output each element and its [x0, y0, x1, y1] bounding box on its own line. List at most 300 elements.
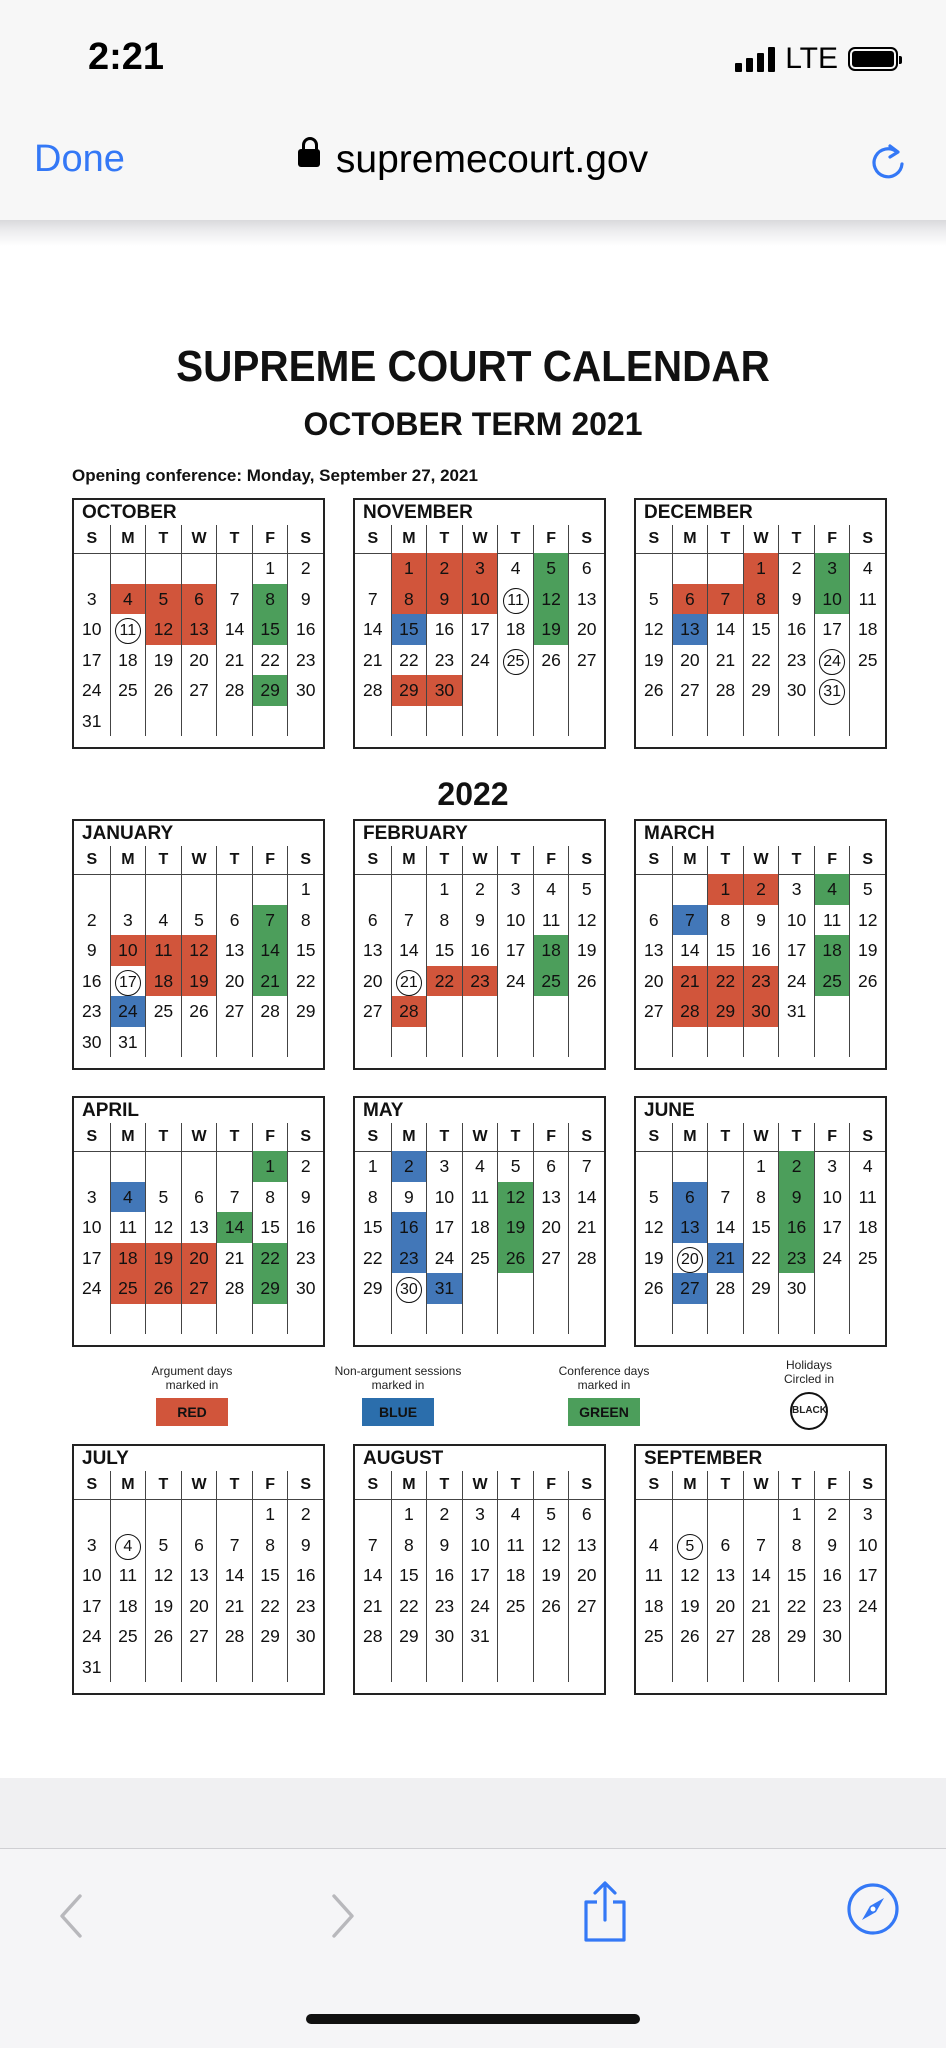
weekday-header: S — [74, 846, 110, 875]
empty-cell — [216, 1652, 252, 1683]
day-cell: 14 — [707, 1212, 743, 1243]
holiday-circle: 20 — [677, 1247, 703, 1273]
day-cell: 18 — [644, 1595, 664, 1616]
weekday-header: M — [672, 525, 708, 554]
bottom-toolbar — [0, 1778, 946, 2048]
day-cell: 18 — [497, 614, 533, 645]
page-title: SUPREME COURT CALENDAR — [176, 342, 770, 391]
day-cell: 12 — [497, 1182, 533, 1213]
weekday-header: F — [814, 1123, 850, 1152]
weekday-header: W — [462, 525, 498, 554]
day-cell: 5 — [497, 1151, 533, 1182]
day-cell: 26 — [644, 680, 664, 700]
day-cell: 28 — [363, 680, 383, 700]
day-cell: 4 — [849, 1151, 885, 1182]
day-cell: 15 — [252, 614, 288, 645]
empty-cell — [497, 1304, 533, 1335]
month-name: OCTOBER — [82, 502, 177, 523]
weekday-header: T — [145, 525, 181, 554]
empty-cell — [74, 553, 110, 584]
day-cell: 23 — [778, 1243, 814, 1274]
day-cell: 17 — [814, 614, 850, 645]
empty-cell — [110, 553, 146, 584]
day-cell: 12 — [672, 1560, 708, 1591]
weekday-header: W — [743, 525, 779, 554]
empty-cell — [707, 706, 743, 737]
day-cell: 7 — [672, 905, 708, 936]
day-cell: 23 — [426, 645, 462, 676]
day-cell: 28 — [216, 1273, 252, 1304]
day-cell: 22 — [743, 1243, 779, 1274]
month-name: AUGUST — [363, 1448, 444, 1469]
day-cell: 21 — [252, 966, 288, 997]
empty-cell — [497, 1621, 533, 1652]
day-cell: 1 — [252, 1151, 288, 1182]
empty-cell — [391, 874, 427, 905]
empty-cell — [110, 874, 146, 905]
day-cell: 13 — [568, 1530, 604, 1561]
browser-nav-bar — [0, 120, 946, 220]
day-cell: 28 — [568, 1243, 604, 1274]
empty-cell — [497, 706, 533, 737]
day-cell: 16 — [743, 935, 779, 966]
weekday-header: T — [145, 1471, 181, 1500]
legend-caption: Non-argument sessions — [334, 1364, 462, 1378]
day-cell: 26 — [533, 645, 569, 676]
day-cell: 13 — [363, 940, 383, 960]
day-cell: 26 — [849, 966, 885, 997]
empty-cell — [287, 1304, 323, 1335]
day-cell: 13 — [181, 1212, 217, 1243]
day-cell: 9 — [391, 1182, 427, 1213]
day-cell: 6 — [648, 909, 659, 930]
weekday-header: M — [110, 525, 146, 554]
day-cell: 15 — [252, 1560, 288, 1591]
weekday-header: T — [497, 1471, 533, 1500]
day-cell: 16 — [391, 1212, 427, 1243]
forward-icon[interactable] — [322, 1888, 362, 1944]
empty-cell — [533, 1304, 569, 1335]
day-cell: 29 — [707, 996, 743, 1027]
empty-cell — [252, 1652, 288, 1683]
day-cell — [814, 675, 850, 706]
empty-cell — [216, 706, 252, 737]
day-cell: 9 — [426, 1530, 462, 1561]
weekday-header: S — [355, 846, 391, 875]
day-cell: 22 — [707, 966, 743, 997]
day-cell: 27 — [181, 1273, 217, 1304]
day-cell: 19 — [181, 966, 217, 997]
empty-cell — [462, 1652, 498, 1683]
weekday-header: S — [287, 1471, 323, 1500]
empty-cell — [462, 675, 498, 706]
day-cell: 8 — [743, 1182, 779, 1213]
status-time: 2:21 — [88, 36, 165, 78]
day-cell: 15 — [391, 1560, 427, 1591]
empty-cell — [636, 1151, 672, 1182]
day-cell: 18 — [462, 1212, 498, 1243]
day-cell: 1 — [252, 1499, 288, 1530]
empty-cell — [252, 1304, 288, 1335]
empty-cell — [74, 1499, 110, 1530]
weekday-header: S — [568, 1123, 604, 1152]
empty-cell — [355, 553, 391, 584]
holiday-circle: 31 — [819, 679, 845, 705]
home-indicator — [306, 2014, 640, 2024]
day-cell: 1 — [743, 1151, 779, 1182]
day-cell: 6 — [216, 905, 252, 936]
day-cell: 25 — [462, 1243, 498, 1274]
day-cell: 19 — [145, 645, 181, 676]
day-cell: 12 — [644, 1217, 664, 1237]
toolbar-top-band — [0, 1778, 946, 1849]
day-cell: 25 — [644, 1626, 664, 1646]
weekday-header: M — [110, 846, 146, 875]
day-cell: 6 — [672, 1182, 708, 1213]
day-cell: 27 — [568, 645, 604, 676]
empty-cell — [287, 1652, 323, 1683]
day-cell: 22 — [287, 966, 323, 997]
day-cell: 26 — [145, 1273, 181, 1304]
day-cell: 19 — [497, 1212, 533, 1243]
holiday-circle: 24 — [819, 649, 845, 675]
day-cell: 24 — [778, 966, 814, 997]
empty-cell — [181, 1304, 217, 1335]
day-cell: 11 — [497, 1530, 533, 1561]
day-cell: 19 — [644, 649, 664, 670]
empty-cell — [110, 706, 146, 737]
weekday-header: T — [707, 525, 743, 554]
day-cell: 28 — [216, 1621, 252, 1652]
day-cell: 14 — [707, 614, 743, 645]
day-cell: 17 — [814, 1212, 850, 1243]
day-cell: 2 — [287, 1499, 323, 1530]
reload-icon[interactable] — [866, 140, 910, 184]
day-cell: 25 — [497, 1591, 533, 1622]
day-cell: 1 — [707, 874, 743, 905]
empty-cell — [814, 1304, 850, 1335]
day-cell: 25 — [145, 996, 181, 1027]
day-cell: 11 — [849, 1182, 885, 1213]
day-cell: 4 — [497, 553, 533, 584]
day-cell: 10 — [778, 905, 814, 936]
day-cell: 7 — [252, 905, 288, 936]
weekday-header: W — [462, 846, 498, 875]
day-cell: 30 — [287, 675, 323, 706]
weekday-header: F — [252, 846, 288, 875]
day-cell: 3 — [497, 874, 533, 905]
weekday-header: M — [391, 525, 427, 554]
day-cell: 25 — [110, 675, 146, 706]
month-name: JUNE — [644, 1100, 695, 1121]
empty-cell — [355, 706, 391, 737]
empty-cell — [145, 1499, 181, 1530]
empty-cell — [672, 706, 708, 737]
day-cell: 30 — [778, 675, 814, 706]
day-cell: 31 — [462, 1621, 498, 1652]
month-july — [72, 1444, 325, 1695]
empty-cell — [426, 1027, 462, 1058]
day-cell: 8 — [391, 1530, 427, 1561]
day-cell: 12 — [181, 935, 217, 966]
compass-icon[interactable] — [846, 1882, 900, 1936]
day-cell: 2 — [426, 553, 462, 584]
day-cell: 20 — [363, 970, 383, 991]
day-cell: 7 — [216, 584, 252, 615]
empty-cell — [355, 1304, 391, 1335]
empty-cell — [707, 1027, 743, 1058]
empty-cell — [672, 1652, 708, 1683]
weekday-header: W — [181, 525, 217, 554]
day-cell: 3 — [849, 1499, 885, 1530]
day-cell: 24 — [82, 1278, 102, 1298]
day-cell: 24 — [82, 680, 102, 700]
day-cell: 16 — [82, 970, 102, 991]
day-cell: 9 — [86, 940, 97, 960]
empty-cell — [391, 1652, 427, 1683]
day-cell: 13 — [181, 614, 217, 645]
weekday-header: F — [252, 1123, 288, 1152]
day-cell: 30 — [426, 1621, 462, 1652]
day-cell: 2 — [426, 1499, 462, 1530]
empty-cell — [778, 1027, 814, 1058]
day-cell: 26 — [568, 966, 604, 997]
empty-cell — [814, 706, 850, 737]
empty-cell — [355, 874, 391, 905]
legend-caption: Holidays — [785, 1358, 833, 1372]
day-cell: 4 — [814, 874, 850, 905]
weekday-header: F — [252, 1471, 288, 1500]
document-page — [0, 246, 946, 1778]
month-march — [634, 819, 887, 1070]
empty-cell — [462, 706, 498, 737]
day-cell: 22 — [363, 1247, 383, 1268]
day-cell: 31 — [426, 1273, 462, 1304]
year-heading: 2022 — [437, 776, 509, 812]
day-cell: 23 — [287, 645, 323, 676]
weekday-header: T — [497, 1123, 533, 1152]
nav-shadow — [0, 220, 946, 246]
day-cell: 21 — [707, 645, 743, 676]
day-cell: 30 — [743, 996, 779, 1027]
day-cell: 22 — [778, 1591, 814, 1622]
legend-caption: marked in — [371, 1378, 425, 1392]
day-cell: 3 — [814, 553, 850, 584]
day-cell — [672, 1530, 708, 1561]
month-april — [72, 1096, 325, 1347]
weekday-header: W — [181, 846, 217, 875]
day-cell: 24 — [497, 966, 533, 997]
day-cell: 28 — [672, 996, 708, 1027]
day-cell — [110, 614, 146, 645]
day-cell: 18 — [849, 1212, 885, 1243]
url-text: supremecourt.gov — [335, 138, 649, 181]
day-cell: 1 — [778, 1499, 814, 1530]
day-cell: 21 — [568, 1212, 604, 1243]
day-cell: 13 — [533, 1182, 569, 1213]
day-cell: 4 — [648, 1534, 659, 1555]
empty-cell — [778, 1652, 814, 1683]
day-cell: 8 — [426, 905, 462, 936]
done-button[interactable]: Done — [34, 138, 125, 180]
day-cell: 16 — [287, 614, 323, 645]
day-cell: 16 — [814, 1560, 850, 1591]
day-cell: 6 — [181, 584, 217, 615]
empty-cell — [181, 1151, 217, 1182]
empty-cell — [426, 706, 462, 737]
weekday-header: S — [287, 846, 323, 875]
day-cell: 9 — [426, 584, 462, 615]
day-cell: 8 — [391, 584, 427, 615]
empty-cell — [636, 1304, 672, 1335]
empty-cell — [533, 675, 569, 706]
empty-cell — [145, 1027, 181, 1058]
day-cell: 17 — [462, 614, 498, 645]
weekday-header: S — [568, 1471, 604, 1500]
weekday-header: T — [216, 1471, 252, 1500]
day-cell: 26 — [145, 1621, 181, 1652]
day-cell — [497, 584, 533, 615]
empty-cell — [636, 874, 672, 905]
lock-icon — [298, 149, 320, 167]
weekday-header: S — [568, 846, 604, 875]
day-cell: 18 — [110, 645, 146, 676]
day-cell: 15 — [743, 1212, 779, 1243]
day-cell: 13 — [707, 1560, 743, 1591]
empty-cell — [533, 1652, 569, 1683]
empty-cell — [287, 706, 323, 737]
day-cell: 31 — [778, 996, 814, 1027]
empty-cell — [462, 1304, 498, 1335]
day-cell: 28 — [391, 996, 427, 1027]
weekday-header: S — [849, 525, 885, 554]
day-cell: 24 — [849, 1591, 885, 1622]
day-cell: 10 — [82, 1217, 102, 1237]
day-cell: 3 — [462, 553, 498, 584]
day-cell: 2 — [391, 1151, 427, 1182]
day-cell: 30 — [814, 1621, 850, 1652]
month-name: MAY — [363, 1100, 404, 1121]
weekday-header: T — [216, 525, 252, 554]
empty-cell — [568, 996, 604, 1027]
day-cell: 10 — [82, 1565, 102, 1585]
day-cell: 14 — [743, 1560, 779, 1591]
day-cell: 23 — [778, 645, 814, 676]
weekday-header: S — [636, 1471, 672, 1500]
day-cell: 29 — [252, 675, 288, 706]
weekday-header: T — [497, 525, 533, 554]
weekday-header: S — [636, 525, 672, 554]
empty-cell — [568, 1621, 604, 1652]
weekday-header: T — [778, 1471, 814, 1500]
day-cell: 29 — [743, 1273, 779, 1304]
day-cell: 21 — [363, 1595, 383, 1616]
day-cell: 4 — [462, 1151, 498, 1182]
weekday-header: S — [355, 1123, 391, 1152]
weekday-header: T — [426, 846, 462, 875]
empty-cell — [181, 1652, 217, 1683]
day-cell: 26 — [644, 1278, 664, 1298]
day-cell: 25 — [814, 966, 850, 997]
holiday-circle: 25 — [503, 649, 529, 675]
empty-cell — [636, 1499, 672, 1530]
day-cell: 29 — [391, 675, 427, 706]
network-label: LTE — [785, 42, 838, 75]
day-cell: 3 — [426, 1151, 462, 1182]
day-cell: 16 — [778, 614, 814, 645]
empty-cell — [497, 996, 533, 1027]
day-cell: 15 — [252, 1212, 288, 1243]
weekday-header: W — [743, 1123, 779, 1152]
weekday-header: W — [181, 1471, 217, 1500]
day-cell: 11 — [462, 1182, 498, 1213]
day-cell: 25 — [110, 1621, 146, 1652]
empty-cell — [252, 874, 288, 905]
day-cell: 10 — [814, 1182, 850, 1213]
share-icon[interactable] — [580, 1878, 630, 1944]
empty-cell — [533, 1273, 569, 1304]
day-cell: 2 — [287, 553, 323, 584]
month-name: MARCH — [644, 823, 715, 844]
legend-caption: marked in — [165, 1378, 219, 1392]
empty-cell — [462, 996, 498, 1027]
day-cell: 4 — [849, 553, 885, 584]
empty-cell — [145, 1151, 181, 1182]
address-bar[interactable] — [0, 138, 946, 182]
day-cell: 22 — [252, 1591, 288, 1622]
back-icon[interactable] — [52, 1888, 92, 1944]
day-cell: 27 — [363, 1001, 383, 1021]
legend-caption: Circled in — [783, 1372, 834, 1386]
month-name: SEPTEMBER — [644, 1448, 763, 1469]
empty-cell — [707, 1151, 743, 1182]
empty-cell — [462, 1273, 498, 1304]
day-cell: 7 — [707, 584, 743, 615]
day-cell: 11 — [849, 584, 885, 615]
day-cell: 4 — [110, 584, 146, 615]
empty-cell — [216, 553, 252, 584]
empty-cell — [287, 1027, 323, 1058]
empty-cell — [145, 1652, 181, 1683]
day-cell: 31 — [82, 1656, 102, 1677]
empty-cell — [636, 1027, 672, 1058]
empty-cell — [672, 1499, 708, 1530]
day-cell: 9 — [814, 1530, 850, 1561]
empty-cell — [672, 1151, 708, 1182]
empty-cell — [568, 706, 604, 737]
holiday-circle: 17 — [115, 970, 141, 996]
empty-cell — [497, 1273, 533, 1304]
day-cell: 18 — [145, 966, 181, 997]
day-cell: 8 — [252, 1182, 288, 1213]
day-cell: 27 — [216, 996, 252, 1027]
empty-cell — [743, 706, 779, 737]
month-june — [634, 1096, 887, 1347]
day-cell: 21 — [672, 966, 708, 997]
day-cell: 3 — [86, 1186, 97, 1207]
day-cell: 13 — [672, 614, 708, 645]
day-cell: 23 — [426, 1591, 462, 1622]
empty-cell — [533, 706, 569, 737]
day-cell: 24 — [462, 1591, 498, 1622]
day-cell: 30 — [426, 675, 462, 706]
day-cell: 25 — [533, 966, 569, 997]
day-cell: 21 — [216, 645, 252, 676]
day-cell: 21 — [363, 649, 383, 670]
day-cell — [672, 1243, 708, 1274]
day-cell: 3 — [86, 588, 97, 609]
legend-caption: marked in — [577, 1378, 631, 1392]
